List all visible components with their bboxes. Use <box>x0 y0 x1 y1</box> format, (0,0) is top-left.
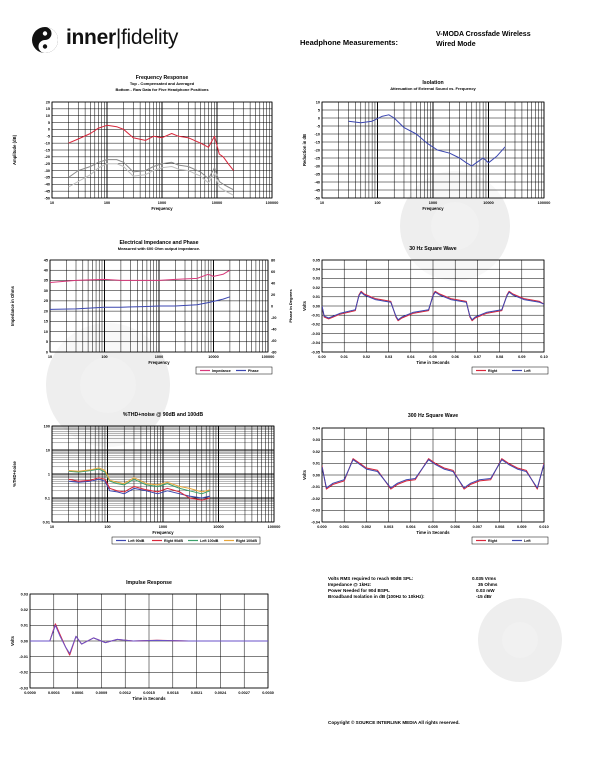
y-tick-label: 30 <box>43 288 48 293</box>
y-tick-label: 0.01 <box>312 295 320 300</box>
x-tick-label: 1000 <box>158 525 168 529</box>
impulse-response-chart <box>0 578 300 720</box>
y-tick-label: 0.02 <box>20 607 28 612</box>
y-tick-label: 20 <box>45 100 50 105</box>
square-wave-300hz-chart <box>300 410 600 555</box>
x-tick-label: 0.006 <box>450 525 460 529</box>
y-tick-label: -50 <box>44 196 50 201</box>
yin-yang-icon <box>30 25 60 55</box>
logo-inner: inner <box>66 26 116 49</box>
chart-title: Impulse Response <box>126 580 172 586</box>
y-tick-label: 20 <box>43 309 48 314</box>
y-tick-label: -20 <box>44 155 50 160</box>
y-axis-label: Impedance in Ohms <box>10 286 15 326</box>
legend <box>196 367 272 374</box>
y2-tick-label: 60 <box>271 269 276 274</box>
x-axis-label: Frequency <box>151 206 173 211</box>
x-tick-label: 0.0006 <box>71 691 84 695</box>
y-tick-label: 100 <box>43 424 50 429</box>
x-tick-label: 0.0024 <box>214 691 227 695</box>
y-tick-label: 0 <box>45 350 48 355</box>
y-tick-label: -45 <box>314 188 320 193</box>
summary-label: Impedance @ 1kHz: <box>328 582 372 587</box>
x-tick-label: 10 <box>49 201 55 205</box>
x-tick-label: 0.0003 <box>47 691 60 695</box>
y-tick-label: 10 <box>315 100 320 105</box>
y-tick-label: 0.02 <box>312 285 320 290</box>
y-tick-label: 0.05 <box>312 258 320 263</box>
model-line-1: V-MODA Crossfade Wireless <box>436 31 531 38</box>
x-tick-label: 100000 <box>267 525 281 529</box>
chart-subtitle: Measured with 600 Ohm output impedance. <box>117 246 201 251</box>
frequency-response-chart <box>0 72 290 222</box>
x-tick-label: 0.001 <box>339 525 349 529</box>
y-tick-label: -25 <box>44 162 50 167</box>
y-axis-label: Amplitude (dB) <box>12 134 17 166</box>
y-tick-label: 5 <box>47 120 50 125</box>
y-tick-label: 1 <box>47 472 50 477</box>
chart-title: 30 Hz Square Wave <box>409 246 457 252</box>
y-tick-label: -5 <box>316 124 320 129</box>
chart-title: %THD+noise @ 90dB and 100dB <box>122 412 204 418</box>
summary-label: Volts RMS required to reach 90dB SPL: <box>328 576 414 581</box>
x-tick-label: 0.0021 <box>190 691 203 695</box>
x-tick-label: 0.09 <box>518 355 526 359</box>
x-tick-label: 100 <box>103 201 111 205</box>
x-tick-label: 0.02 <box>362 355 371 359</box>
chart-subtitle: Attenuation of External Sound vs. Frequency <box>390 86 476 91</box>
y-axis-label: Reduction in dB <box>302 133 307 167</box>
x-axis-label: Frequency <box>152 530 174 535</box>
x-tick-label: 0.007 <box>472 525 483 529</box>
summary-value: -15 dBr <box>476 594 492 599</box>
x-tick-label: 0.10 <box>540 355 548 359</box>
x-tick-label: 10 <box>319 201 325 205</box>
y-tick-label: 5 <box>317 108 320 113</box>
x-tick-label: 0.05 <box>429 355 437 359</box>
y-tick-label: 35 <box>43 278 48 283</box>
x-tick-label: 0.000 <box>317 525 327 529</box>
x-tick-label: 100 <box>374 201 381 205</box>
x-tick-label: 0.0015 <box>143 691 155 695</box>
y-axis-label: %THD+noise <box>12 461 17 487</box>
y-tick-label: -0.02 <box>19 670 28 675</box>
x-tick-label: 0.004 <box>406 525 416 529</box>
chart-subtitle: Top - Compensated and Averaged <box>129 81 195 86</box>
legend-label: Left 100dB <box>200 539 219 543</box>
x-axis-label: Frequency <box>422 206 444 211</box>
y2-tick-label: 40 <box>271 281 276 286</box>
x-tick-label: 0.0018 <box>166 691 179 695</box>
summary-label: Broadband Isolation in dB (100Hz to 10kHz): <box>328 594 425 599</box>
y-tick-label: 5 <box>45 340 48 345</box>
legend-label: Left 90dB <box>128 539 145 543</box>
y2-tick-label: 0 <box>271 304 274 309</box>
x-tick-label: 0.003 <box>383 525 394 529</box>
y-tick-label: 0.03 <box>312 438 320 443</box>
y-tick-label: -35 <box>314 172 320 177</box>
legend <box>112 537 260 544</box>
legend-label: Impedance <box>212 369 231 373</box>
y-tick-label: -0.01 <box>311 313 320 318</box>
y-tick-label: 0.01 <box>312 461 320 466</box>
x-tick-label: 10 <box>47 355 53 359</box>
x-tick-label: 0.010 <box>539 525 549 529</box>
y-tick-label: -15 <box>44 148 50 153</box>
legend-label: Left <box>524 539 531 543</box>
y-tick-label: -50 <box>314 196 320 201</box>
impedance-phase-chart <box>0 238 300 383</box>
x-tick-label: 0.0012 <box>119 691 132 695</box>
section-label: Headphone Measurements: <box>300 38 398 47</box>
x-tick-label: 0.005 <box>428 525 438 529</box>
logo <box>30 24 190 54</box>
y-tick-label: 0.04 <box>312 426 320 431</box>
x-axis-label: Time in Seconds <box>132 696 166 701</box>
y-tick-label: 15 <box>43 319 48 324</box>
x-tick-label: 10000 <box>483 201 494 205</box>
measurement-summary <box>328 576 528 600</box>
x-tick-label: 0.008 <box>494 525 505 529</box>
y-axis-label: Volts <box>10 636 15 646</box>
y-tick-label: 0 <box>317 116 320 121</box>
logo-fidelity: fidelity <box>121 26 179 49</box>
y-tick-label: 10 <box>45 114 50 119</box>
y-tick-label: -0.01 <box>311 485 320 490</box>
x-tick-label: 0.06 <box>451 355 459 359</box>
x-tick-label: 100 <box>104 525 111 529</box>
y-tick-label: 0.03 <box>312 276 320 281</box>
x-tick-label: 0.08 <box>495 355 504 359</box>
x-axis-label: Time in Seconds <box>416 360 450 365</box>
y-tick-label: -15 <box>314 140 320 145</box>
x-tick-label: 0.002 <box>361 525 372 529</box>
model-line-2: Wired Mode <box>436 41 476 48</box>
summary-value: 35 Ohms <box>478 582 498 587</box>
y-tick-label: -0.04 <box>311 520 320 525</box>
y-tick-label: -10 <box>44 141 50 146</box>
y-tick-label: 0.00 <box>312 473 320 478</box>
copyright: Copyright © SOURCE INTERLINK MEDIA All rights reserved. <box>328 720 460 725</box>
x-tick-label: 10000 <box>213 525 224 529</box>
thd-noise-chart <box>0 410 300 550</box>
chart-subtitle: Bottom - Raw Data for Five Headphone Positions <box>115 87 209 92</box>
y2-tick-label: 80 <box>271 258 276 263</box>
x-tick-label: 0.04 <box>407 355 415 359</box>
y-tick-label: -0.02 <box>311 496 320 501</box>
y-tick-label: -10 <box>314 132 320 137</box>
x-tick-label: 0.009 <box>517 525 527 529</box>
summary-value: 0.035 Vrms <box>472 576 497 581</box>
isolation-chart <box>300 78 600 228</box>
y-tick-label: -40 <box>44 182 50 187</box>
y-axis-label: Volts <box>302 301 307 311</box>
chart-title: Electrical Impedance and Phase <box>119 240 199 246</box>
y-tick-label: 0.01 <box>20 623 28 628</box>
summary-label: Power Needed for 90d BSPL <box>328 588 390 593</box>
y-tick-label: 0.00 <box>20 639 28 644</box>
y-tick-label: -25 <box>314 156 320 161</box>
x-tick-label: 0.0000 <box>24 691 36 695</box>
y-tick-label: -5 <box>46 134 50 139</box>
y-tick-label: -30 <box>44 168 50 173</box>
legend-label: Right <box>488 539 498 543</box>
y-tick-label: 0.1 <box>44 496 50 501</box>
x-axis-label: Time in Seconds <box>416 530 450 535</box>
x-tick-label: 0.07 <box>473 355 482 359</box>
legend-label: Right 90dB <box>164 539 183 543</box>
legend-label: Left <box>524 369 531 373</box>
legend-label: Right 100dB <box>236 539 257 543</box>
y-tick-label: 0.00 <box>312 304 320 309</box>
x-tick-label: 10000 <box>211 201 223 205</box>
logo-divider: | <box>115 26 121 49</box>
square-wave-30hz-chart <box>300 244 600 384</box>
x-tick-label: 1000 <box>154 355 164 359</box>
legend <box>472 537 548 544</box>
x-tick-label: 0.03 <box>384 355 393 359</box>
y2-tick-label: 20 <box>271 292 276 297</box>
y2-tick-label: -60 <box>271 338 277 343</box>
y-tick-label: -0.03 <box>311 508 320 513</box>
y-tick-label: -0.01 <box>19 654 28 659</box>
y-tick-label: -0.05 <box>311 350 320 355</box>
y-tick-label: 0.03 <box>20 592 28 597</box>
legend-label: Phase <box>248 369 259 373</box>
y-tick-label: 0.04 <box>312 267 320 272</box>
y-tick-label: -0.04 <box>311 341 320 346</box>
model-name <box>436 30 531 50</box>
x-tick-label: 0.0030 <box>262 691 274 695</box>
x-tick-label: 1000 <box>157 201 167 205</box>
x-tick-label: 0.0009 <box>95 691 108 695</box>
y-axis-label: Volts <box>302 470 307 480</box>
y-tick-label: 15 <box>45 107 50 112</box>
y2-tick-label: -80 <box>271 350 277 355</box>
y-tick-label: -0.03 <box>19 686 28 691</box>
y-tick-label: 10 <box>43 329 48 334</box>
x-tick-label: 100000 <box>265 201 279 205</box>
x-tick-label: 0.0027 <box>238 691 251 695</box>
x-tick-label: 100000 <box>537 201 551 205</box>
chart-title: Frequency Response <box>135 75 189 81</box>
x-tick-label: 10000 <box>208 355 219 359</box>
y-tick-label: -0.03 <box>311 331 320 336</box>
x-tick-label: 10 <box>49 525 55 529</box>
x-tick-label: 1000 <box>428 201 438 205</box>
summary-row <box>328 594 528 600</box>
x-tick-label: 0.00 <box>318 355 326 359</box>
chart-title: 300 Hz Square Wave <box>407 413 459 419</box>
y2-tick-label: -40 <box>271 327 277 332</box>
y-tick-label: 10 <box>45 448 50 453</box>
x-tick-label: 100000 <box>261 355 275 359</box>
y-tick-label: 45 <box>43 258 48 263</box>
y-tick-label: 25 <box>43 299 48 304</box>
y-tick-label: -20 <box>314 148 320 153</box>
legend-label: Right <box>488 369 498 373</box>
y-tick-label: 0 <box>47 127 50 132</box>
x-tick-label: 0.01 <box>340 355 348 359</box>
x-axis-label: Frequency <box>148 360 170 365</box>
x-tick-label: 100 <box>101 355 108 359</box>
y2-axis-label: Phase in Degrees <box>288 289 293 323</box>
y-tick-label: -30 <box>314 164 320 169</box>
y2-tick-label: -20 <box>271 315 277 320</box>
y-tick-label: -40 <box>314 180 320 185</box>
y-tick-label: -0.02 <box>311 322 320 327</box>
y-tick-label: -35 <box>44 175 50 180</box>
y-tick-label: -45 <box>44 189 50 194</box>
legend <box>472 367 548 374</box>
chart-title: Isolation <box>422 80 444 86</box>
summary-value: 0.03 mW <box>476 588 495 593</box>
y-tick-label: 40 <box>43 268 48 273</box>
y-tick-label: 0.02 <box>312 449 320 454</box>
y-tick-label: 0.01 <box>42 520 50 525</box>
